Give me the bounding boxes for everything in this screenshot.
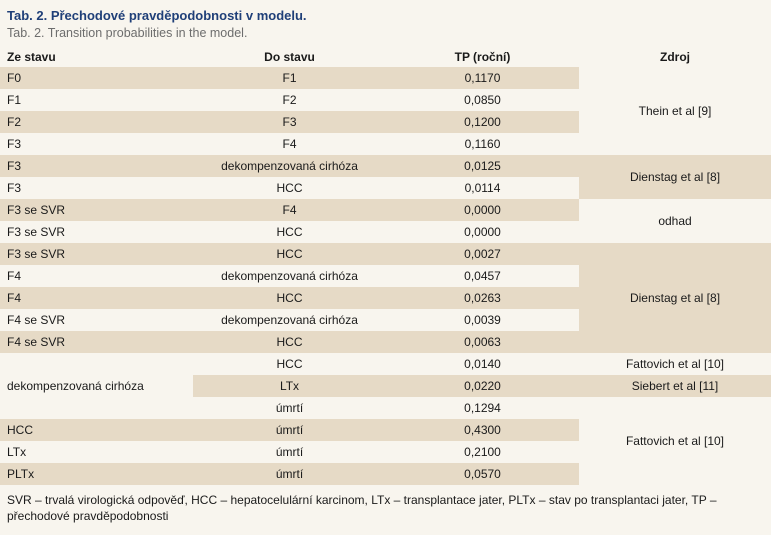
cell-source: Dienstag et al [8] bbox=[579, 243, 771, 353]
cell-to: úmrtí bbox=[193, 463, 386, 485]
cell-to: F4 bbox=[282, 137, 297, 151]
cell-tp: 0,1294 bbox=[464, 401, 501, 415]
cell-from: F3 se SVR bbox=[0, 243, 193, 265]
table-row bbox=[0, 67, 771, 89]
cell-tp: 0,0027 bbox=[386, 243, 579, 265]
table-row bbox=[0, 243, 771, 265]
cell-to: dekompenzovaná cirhóza bbox=[193, 155, 386, 177]
cell-tp: 0,0457 bbox=[464, 269, 501, 283]
cell-tp: 0,4300 bbox=[386, 419, 579, 441]
table-row bbox=[0, 199, 771, 221]
cell-from: F4 bbox=[0, 287, 193, 309]
cell-to: dekompenzovaná cirhóza bbox=[221, 313, 358, 327]
cell-to: F4 bbox=[193, 199, 386, 221]
header-source: Zdroj bbox=[660, 49, 690, 64]
cell-from: F0 bbox=[0, 67, 193, 89]
cell-from: dekompenzovaná cirhóza bbox=[7, 379, 144, 393]
cell-tp: 0,0263 bbox=[386, 287, 579, 309]
table-subtitle: Tab. 2. Transition probabilities in the model. bbox=[7, 26, 248, 40]
cell-to: úmrtí bbox=[275, 401, 304, 415]
table-header-row bbox=[0, 46, 771, 67]
cell-source: Thein et al [9] bbox=[638, 104, 712, 118]
cell-from: F4 se SVR bbox=[0, 331, 193, 353]
cell-tp: 0,0039 bbox=[464, 313, 501, 327]
cell-from: F1 bbox=[7, 93, 22, 107]
cell-to: HCC bbox=[276, 357, 303, 371]
cell-to: F2 bbox=[282, 93, 297, 107]
cell-to: F3 bbox=[193, 111, 386, 133]
cell-tp: 0,1160 bbox=[464, 137, 501, 151]
cell-to: LTx bbox=[193, 375, 386, 397]
cell-from: F3 bbox=[7, 137, 22, 151]
cell-to: HCC bbox=[193, 243, 386, 265]
cell-to: HCC bbox=[193, 287, 386, 309]
cell-source: Siebert et al [11] bbox=[579, 375, 771, 397]
cell-tp: 0,1200 bbox=[386, 111, 579, 133]
cell-tp: 0,1170 bbox=[386, 67, 579, 89]
cell-from: PLTx bbox=[0, 463, 193, 485]
cell-to: F1 bbox=[193, 67, 386, 89]
cell-to: úmrtí bbox=[275, 445, 304, 459]
table-row bbox=[0, 155, 771, 177]
cell-source: Fattovich et al [10] bbox=[625, 357, 725, 371]
cell-to: úmrtí bbox=[193, 419, 386, 441]
cell-from: F4 se SVR bbox=[7, 313, 66, 327]
cell-tp: 0,2100 bbox=[464, 445, 501, 459]
cell-tp: 0,0220 bbox=[386, 375, 579, 397]
cell-tp: 0,0850 bbox=[464, 93, 501, 107]
cell-from: LTx bbox=[7, 445, 27, 459]
cell-from: F3 bbox=[7, 181, 22, 195]
cell-tp: 0,0000 bbox=[464, 225, 501, 239]
cell-tp: 0,0000 bbox=[386, 199, 579, 221]
cell-source: odhad bbox=[658, 214, 692, 228]
cell-tp: 0,0570 bbox=[386, 463, 579, 485]
cell-tp: 0,0114 bbox=[464, 181, 501, 195]
cell-to: HCC bbox=[193, 331, 386, 353]
header-from-state: Ze stavu bbox=[7, 49, 56, 64]
cell-to: HCC bbox=[276, 181, 303, 195]
cell-from: F3 se SVR bbox=[0, 199, 193, 221]
cell-to: dekompenzovaná cirhóza bbox=[221, 269, 358, 283]
cell-from: F3 se SVR bbox=[7, 225, 66, 239]
cell-from: F3 bbox=[0, 155, 193, 177]
table-footnote: SVR – trvalá virologická odpověď, HCC – hepatocelulární karcinom, LTx – transplantace jater, PLTx – stav po transplantaci jater, TP – přechodové pravděpodobnosti bbox=[7, 493, 717, 523]
header-to-state: Do stavu bbox=[264, 49, 315, 64]
cell-tp: 0,0125 bbox=[386, 155, 579, 177]
cell-tp: 0,0063 bbox=[386, 331, 579, 353]
table-title: Tab. 2. Přechodové pravděpodobnosti v modelu. bbox=[7, 8, 307, 23]
header-tp-annual: TP (roční) bbox=[454, 49, 511, 64]
cell-source: Fattovich et al [10] bbox=[625, 434, 725, 448]
cell-from: F2 bbox=[0, 111, 193, 133]
cell-tp: 0,0140 bbox=[464, 357, 501, 371]
transition-probabilities-table bbox=[0, 46, 771, 485]
cell-to: HCC bbox=[276, 225, 303, 239]
cell-from: F4 bbox=[7, 269, 22, 283]
cell-source: Dienstag et al [8] bbox=[579, 155, 771, 199]
table-row bbox=[0, 353, 771, 375]
cell-from: HCC bbox=[0, 419, 193, 441]
